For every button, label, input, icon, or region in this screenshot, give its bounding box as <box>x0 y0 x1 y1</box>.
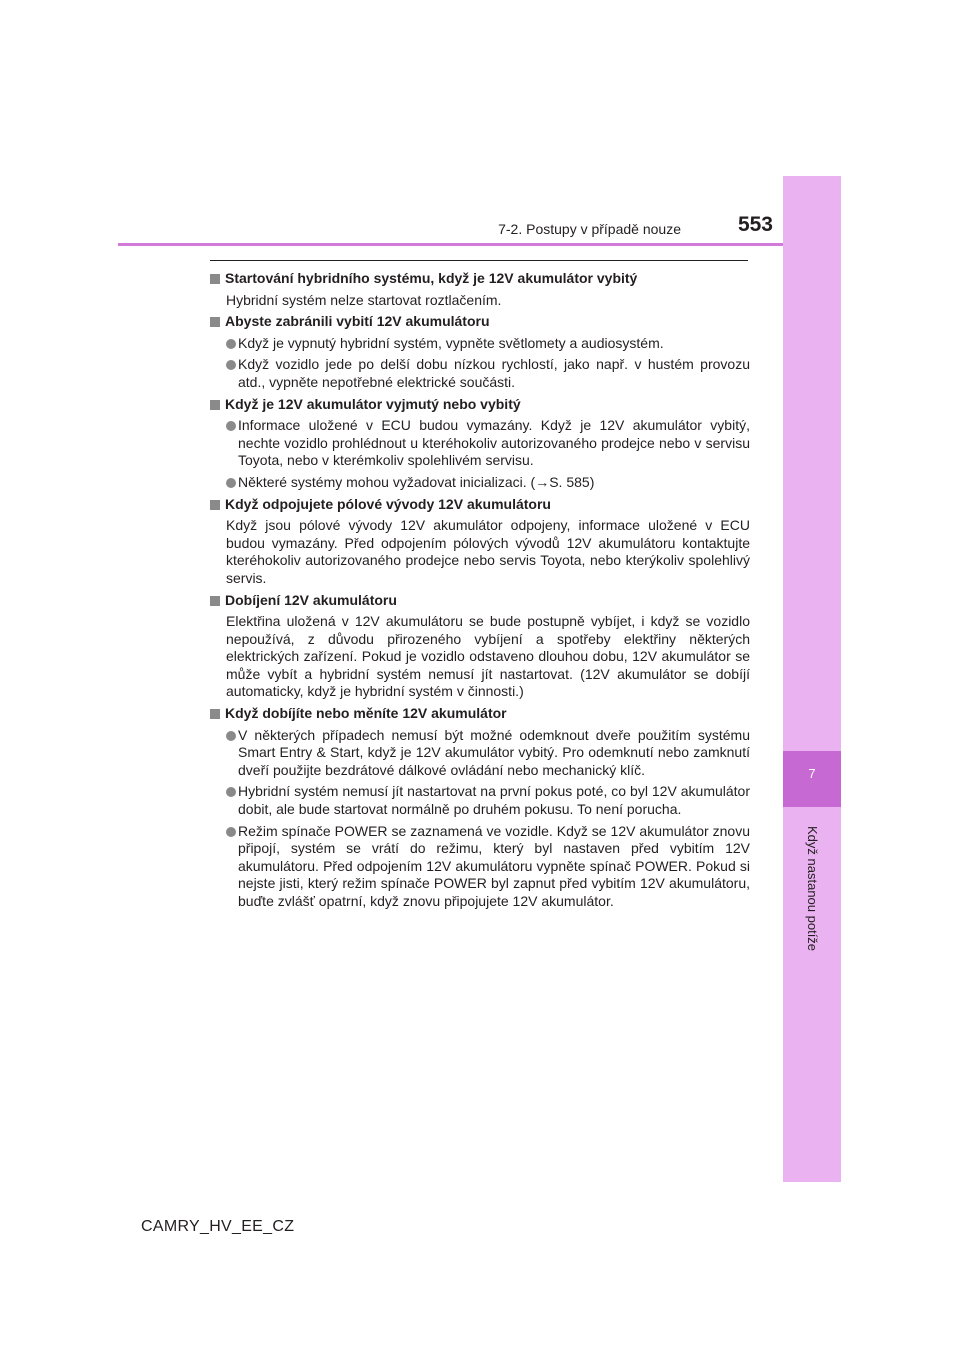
square-bullet-icon <box>210 274 220 284</box>
document-code: CAMRY_HV_EE_CZ <box>141 1218 295 1235</box>
section-heading: Když je 12V akumulátor vyjmutý nebo vybitý <box>210 396 750 414</box>
square-bullet-icon <box>210 596 220 606</box>
chapter-number: 7 <box>808 766 816 781</box>
circle-bullet-icon <box>226 731 236 741</box>
square-bullet-icon <box>210 317 220 327</box>
chapter-side-tab <box>783 176 841 1182</box>
section-heading: Když odpojujete pólové vývody 12V akumulátoru <box>210 496 750 514</box>
page-number: 553 <box>737 213 773 236</box>
circle-bullet-icon <box>226 478 236 488</box>
square-bullet-icon <box>210 400 220 410</box>
section-text: Elektřina uložená v 12V akumulátoru se bude postupně vybíjet, i když se vozidlo nepoužívá, z důvodu přirozeného vybíjení a spotřeby elektřiny některých elektrických zařízení. Pokud je vozidlo odstaveno dlouhou dobu, 12V akumulátor se může vybít a hybridní systém nemusí jít nastartovat. (12V akumulátor se dobíjí automaticky, když je hybridní systém v činnosti.) <box>226 613 750 700</box>
square-bullet-icon <box>210 709 220 719</box>
bullet-item: Režim spínače POWER se zaznamená ve vozidle. Když se 12V akumulátor znovu připojí, systém se vrátí do režimu, který byl nastaven před vybitím 12V akumulátoru. Před odpojením 12V akumulátoru vypněte spínač POWER. Pokud si nejste jisti, který režim spínače POWER byl zapnut před vybitím 12V akumulátoru, buďte zvlášť opatrní, když znovu připojujete 12V akumulátor. <box>210 823 750 911</box>
bullet-item: Informace uložené v ECU budou vymazány. Když je 12V akumulátor vybitý, nechte vozidlo prohlédnout u kteréhokoliv autorizovaného prodejce nebo v servisu Toyota, nebo v kterémkoliv spolehlivém servisu. <box>210 417 750 470</box>
circle-bullet-icon <box>226 339 236 349</box>
section-heading: Abyste zabránili vybití 12V akumulátoru <box>210 313 750 331</box>
header-divider <box>118 243 783 246</box>
page-content <box>210 266 750 915</box>
section-heading: Dobíjení 12V akumulátoru <box>210 592 750 610</box>
content-top-rule <box>210 260 748 261</box>
chapter-title: Když nastanou potíže <box>805 826 820 952</box>
circle-bullet-icon <box>226 421 236 431</box>
square-bullet-icon <box>210 500 220 510</box>
circle-bullet-icon <box>226 360 236 370</box>
section-heading: Startování hybridního systému, když je 12V akumulátor vybitý <box>210 270 750 288</box>
section-title: 7-2. Postupy v případě nouze <box>498 221 681 237</box>
bullet-item: V některých případech nemusí být možné odemknout dveře použitím systému Smart Entry & Start, když je 12V akumulátor vybitý. Pro odemknutí nebo zamknutí dveří použijte bezdrátové dálkové ovládání nebo mechanický klíč. <box>210 727 750 780</box>
circle-bullet-icon <box>226 787 236 797</box>
section-heading: Když dobíjíte nebo měníte 12V akumulátor <box>210 705 750 723</box>
bullet-item: Když vozidlo jede po delší dobu nízkou rychlostí, jako např. v hustém provozu atd., vypněte nepotřebné elektrické součásti. <box>210 356 750 391</box>
bullet-item: Když je vypnutý hybridní systém, vypněte světlomety a audiosystém. <box>210 335 750 353</box>
section-text: Hybridní systém nelze startovat roztlačením. <box>226 291 502 308</box>
bullet-item: Hybridní systém nemusí jít nastartovat na první pokus poté, co byl 12V akumulátor dobit, ale bude startovat normálně po druhém pokusu. To není porucha. <box>210 783 750 818</box>
section-text: Když jsou pólové vývody 12V akumulátor odpojeny, informace uložené v ECU budou vymazány. Před odpojením pólových vývodů 12V akumulátoru kontaktujte kteréhokoliv autorizovaného prodejce nebo servis Toyota, nebo kterýkoliv spolehlivý servis. <box>226 517 750 586</box>
circle-bullet-icon <box>226 827 236 837</box>
bullet-item: Některé systémy mohou vyžadovat inicializaci. (→S. 585) <box>210 474 750 492</box>
